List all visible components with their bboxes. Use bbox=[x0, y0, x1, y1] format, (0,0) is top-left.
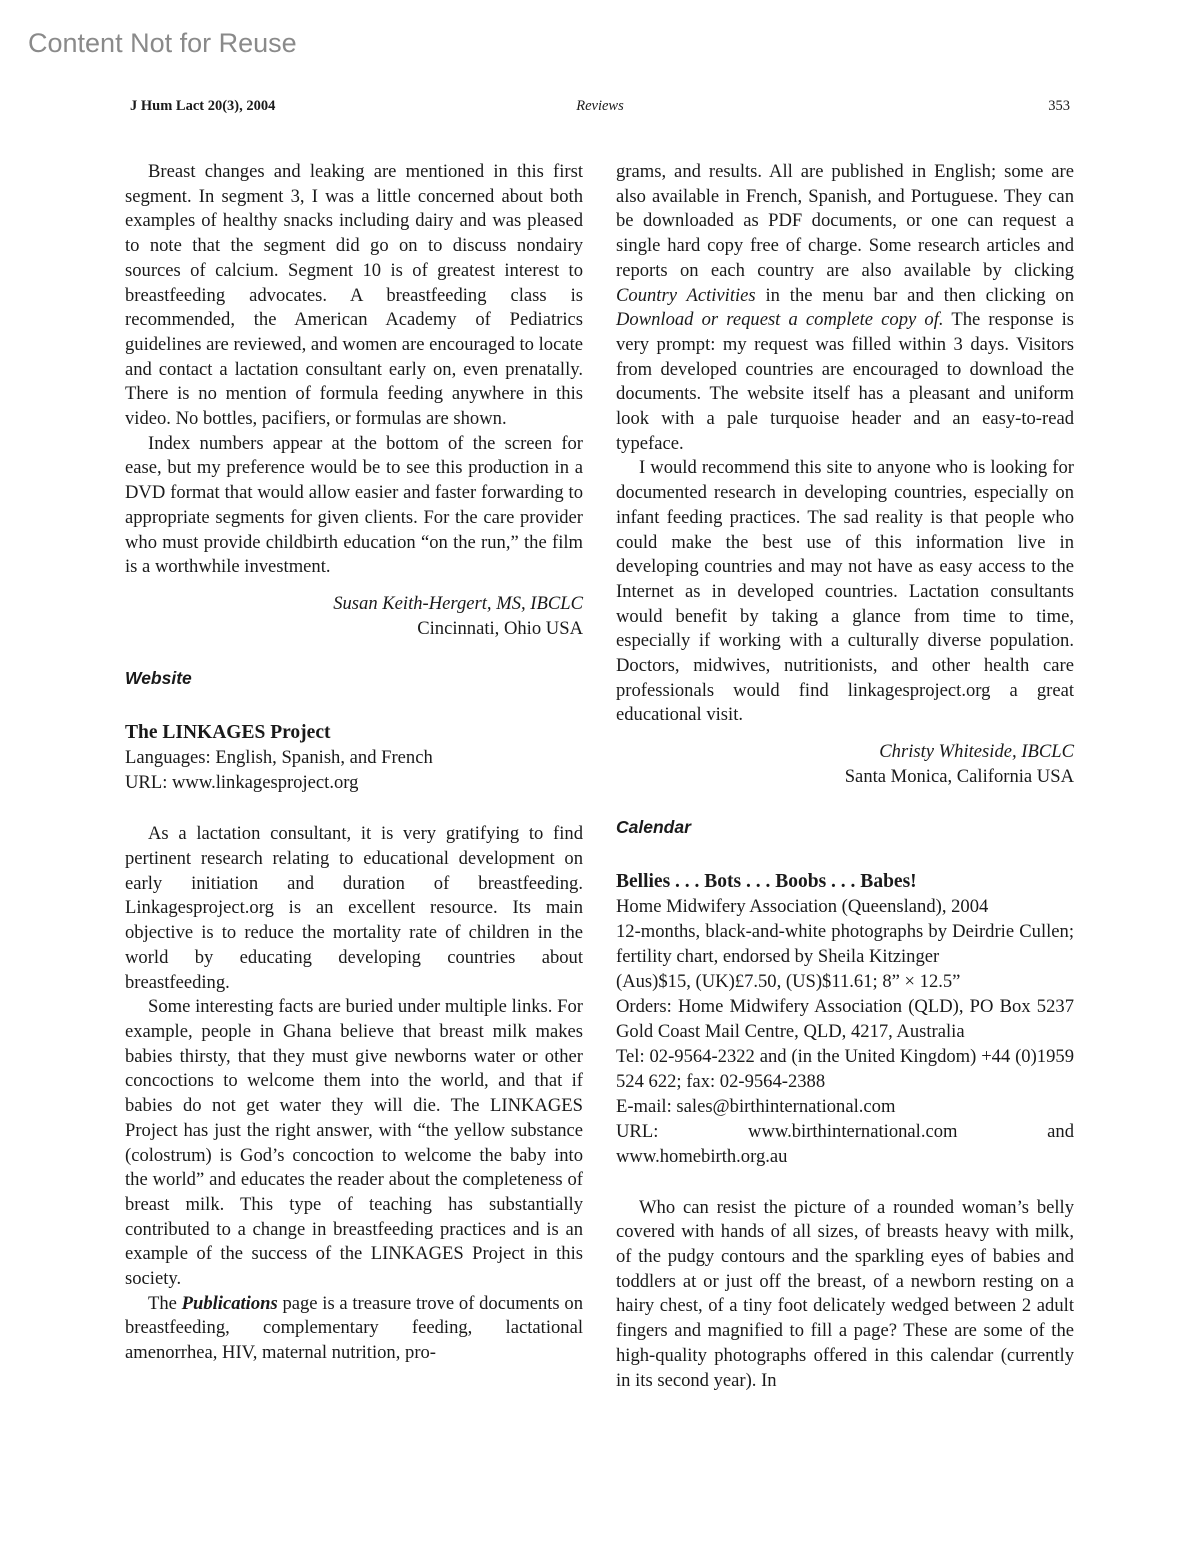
item-url: URL: www.birthinternational.com and www.homebirth.org.au bbox=[616, 1120, 1074, 1167]
item-price: (Aus)$15, (UK)£7.50, (US)$11.61; 8” × 12.5” bbox=[616, 970, 961, 992]
review-paragraph: Some interesting facts are buried under multiple links. For example, people in Ghana believe that breast milk makes babies thirsty, that they must give newborns water or other concoctions to welcome them into the world, and that if babies do not get water they will die. The LINKAGES Project has just the right answer, with “the yellow substance (colostrum) is God’s concoction to welcome the baby into the world” and educates the reader about the completeness of breast milk. This type of teaching has substantially contributed to a change in breastfeeding practices and is an example of the success of the LINKAGES Project in this society. bbox=[125, 996, 583, 1290]
review-paragraph: As a lactation consultant, it is very gratifying to find pertinent research relating to educational development on early initiation and duration of breastfeeding. Linkagesproject.org is an excellent resource. Its main objective is to reduce the mortality rate of children in the world by educating developing countries about breastfeeding. bbox=[125, 823, 583, 993]
review-paragraph: Index numbers appear at the bottom of the screen for ease, but my preference would be to see this production in a DVD format that would allow easier and faster forwarding to appropriate segments for given clients. For the care provider who must provide childbirth education “on the run,” the film is a worthwhile investment. bbox=[125, 432, 583, 578]
review-paragraph: Who can resist the picture of a rounded woman’s belly covered with hands of all sizes, of breasts heavy with milk, of the pudgy contours and the sparkling eyes of babies and toddlers at or just off the breast, of a newborn resting on a hairy chest, of a tiny foot delicately wedged between 2 adult fingers and magnified to fill a page? These are some of the high-quality photographs offered in this calendar (currently in its second year). In bbox=[616, 1196, 1074, 1391]
reviewer-name: Susan Keith-Hergert, MS, IBCLC bbox=[333, 592, 583, 614]
reviewer-signature bbox=[616, 740, 1074, 789]
emphasis: Publications bbox=[181, 1292, 278, 1314]
item-url: URL: www.linkagesproject.org bbox=[125, 772, 359, 794]
watermark: Content Not for Reuse bbox=[28, 28, 297, 58]
reviewer-signature bbox=[125, 592, 583, 641]
review-paragraph: The Publications page is a treasure trove of documents on breastfeeding, complementary feeding, lactational amenorrhea, HIV, maternal nutrition, pro- bbox=[125, 1292, 583, 1364]
item-languages: Languages: English, Spanish, and French bbox=[125, 747, 433, 769]
item-publisher: Home Midwifery Association (Queensland), 2004 bbox=[616, 895, 989, 917]
review-paragraph: Breast changes and leaking are mentioned in this first segment. In segment 3, I was a little concerned about both examples of healthy snacks including dairy and was pleased to note that the segment did go on to discuss nondairy sources of calcium. Segment 10 is of greatest interest to breastfeeding advocates. A breastfeeding class is recommended, the American Academy of Pediatrics guidelines are reviewed, and women are encouraged to locate and contact a lactation consultant early on, even prenatally. There is no mention of formula feeding anywhere in this video. No bottles, pacifiers, or formulas are shown. bbox=[125, 161, 583, 430]
item-title: Bellies . . . Bots . . . Boobs . . . Babes! bbox=[616, 870, 917, 892]
item-tel: Tel: 02-9564-2322 and (in the United Kingdom) +44 (0)1959 524 622; fax: 02-9564-2388 bbox=[616, 1045, 1074, 1092]
emphasis: Download or request a complete copy of. bbox=[616, 309, 944, 331]
review-paragraph: grams, and results. All are published in English; some are also available in French, Spanish, and Portuguese. They can be downloaded as PDF documents, or one can request a single hard copy free of charge. Some research articles and reports on each country are also available by clicking Country Activities in the menu bar and then clicking on Download or request a complete copy of. The response is very prompt: my request was filled within 3 days. Visitors from developed countries are encouraged to download the documents. The website itself has a pleasant and uniform look with a pale turquoise header and an easy-to-read typeface. bbox=[616, 161, 1074, 454]
emphasis: Country Activities bbox=[616, 284, 756, 306]
right-column bbox=[616, 160, 1074, 1393]
page-number: 353 bbox=[1048, 98, 1070, 114]
calendar-info bbox=[616, 869, 1074, 1169]
running-head bbox=[130, 98, 1070, 118]
website-info bbox=[125, 720, 583, 795]
left-column bbox=[125, 160, 583, 1366]
item-title: The LINKAGES Project bbox=[125, 722, 331, 744]
review-paragraph: I would recommend this site to anyone who is looking for documented research in developing countries, especially on infant feeding practices. The sad reality is that people who could make the best use of this information live in developing countries and may not have as easy access to the Internet as in developed countries. Lactation consultants would benefit by taking a glance from time to time, especially if working with a culturally diverse population. Doctors, midwives, nutritionists, and other health care professionals would find linkagesproject.org a great educational visit. bbox=[616, 457, 1074, 726]
section-heading-website: Website bbox=[125, 668, 192, 689]
reviewer-name: Christy Whiteside, IBCLC bbox=[879, 741, 1074, 763]
item-email: E-mail: sales@birthinternational.com bbox=[616, 1095, 896, 1117]
reviewer-location: Cincinnati, Ohio USA bbox=[417, 617, 583, 639]
reviewer-location: Santa Monica, California USA bbox=[844, 765, 1074, 787]
item-description: 12-months, black-and-white photographs by Deirdrie Cullen; fertility chart, endorsed by Sheila Kitzinger bbox=[616, 920, 1074, 967]
journal-citation: J Hum Lact 20(3), 2004 bbox=[130, 98, 276, 114]
section-label: Reviews bbox=[576, 98, 624, 114]
item-orders: Orders: Home Midwifery Association (QLD), PO Box 5237 Gold Coast Mail Centre, QLD, 4217, Australia bbox=[616, 995, 1074, 1042]
section-heading-calendar: Calendar bbox=[616, 816, 691, 837]
